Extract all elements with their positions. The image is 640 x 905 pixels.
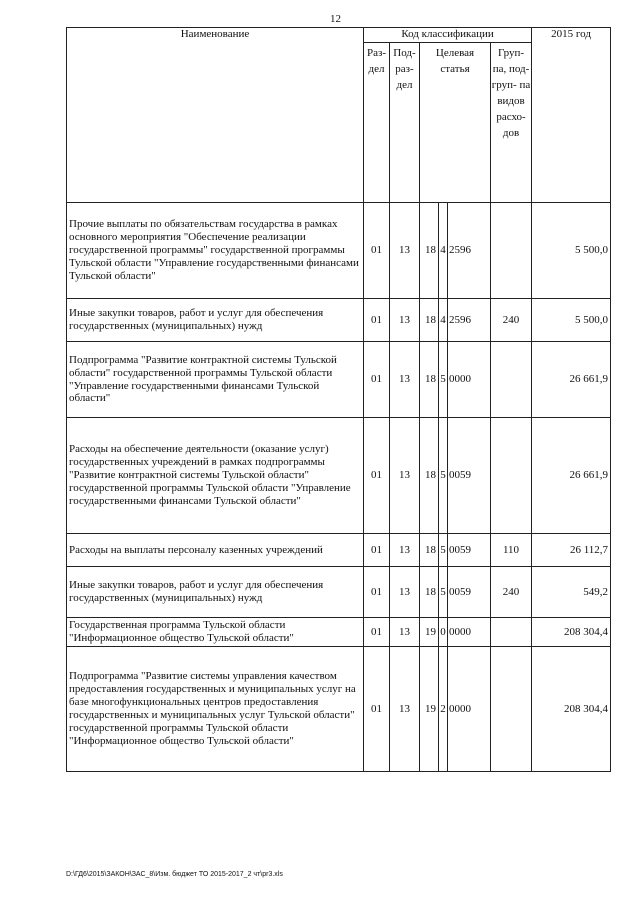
row-razdel: 01 bbox=[364, 534, 390, 567]
row-target-subprogram: 2 bbox=[439, 647, 448, 772]
row-target-subprogram: 5 bbox=[439, 567, 448, 618]
row-target-subprogram: 5 bbox=[439, 418, 448, 534]
row-podrazdel: 13 bbox=[390, 418, 420, 534]
row-target-code: 0059 bbox=[448, 418, 491, 534]
row-target-program: 18 bbox=[420, 299, 439, 342]
row-target-program: 18 bbox=[420, 567, 439, 618]
row-expense-type bbox=[491, 618, 532, 647]
row-target-subprogram: 4 bbox=[439, 203, 448, 299]
row-podrazdel: 13 bbox=[390, 534, 420, 567]
row-razdel: 01 bbox=[364, 418, 390, 534]
row-target-code: 0000 bbox=[448, 618, 491, 647]
row-razdel: 01 bbox=[364, 299, 390, 342]
row-expense-type bbox=[491, 342, 532, 418]
row-target-program: 18 bbox=[420, 534, 439, 567]
row-target-subprogram: 4 bbox=[439, 299, 448, 342]
table-row bbox=[67, 647, 611, 772]
row-amount: 26 661,9 bbox=[532, 418, 611, 534]
row-razdel: 01 bbox=[364, 342, 390, 418]
row-target-code: 0000 bbox=[448, 647, 491, 772]
row-amount: 208 304,4 bbox=[532, 618, 611, 647]
header-code-group: Код классификации bbox=[364, 28, 532, 43]
table-row bbox=[67, 203, 611, 299]
row-target-subprogram: 0 bbox=[439, 618, 448, 647]
row-target-code: 2596 bbox=[448, 299, 491, 342]
row-razdel: 01 bbox=[364, 567, 390, 618]
row-target-program: 18 bbox=[420, 203, 439, 299]
row-amount: 26 661,9 bbox=[532, 342, 611, 418]
row-name: Иные закупки товаров, работ и услуг для обеспечения государственных (муниципальных) нужд bbox=[67, 299, 364, 342]
row-expense-type: 110 bbox=[491, 534, 532, 567]
row-target-code: 2596 bbox=[448, 203, 491, 299]
table-row bbox=[67, 567, 611, 618]
row-podrazdel: 13 bbox=[390, 299, 420, 342]
header-row bbox=[67, 28, 611, 43]
row-name: Расходы на обеспечение деятельности (оказание услуг) государственных учреждений в рамках подпрограммы "Развитие контрактной системы Тульской области" государственной программы Тульской области "Управление государственными финансами Тульской области" bbox=[67, 418, 364, 534]
row-target-subprogram: 5 bbox=[439, 534, 448, 567]
row-target-program: 19 bbox=[420, 647, 439, 772]
row-name: Подпрограмма "Развитие системы управления качеством предоставления государственных и муниципальных услуг на базе многофункциональных центров предоставления государственных и муниципальных услуг Тульской области" государственной программы Тульской области "Информационное общество Тульской области" bbox=[67, 647, 364, 772]
row-amount: 208 304,4 bbox=[532, 647, 611, 772]
row-name: Государственная программа Тульской области "Информационное общество Тульской области" bbox=[67, 618, 364, 647]
table-row bbox=[67, 618, 611, 647]
row-target-program: 18 bbox=[420, 418, 439, 534]
row-amount: 549,2 bbox=[532, 567, 611, 618]
row-target-subprogram: 5 bbox=[439, 342, 448, 418]
row-podrazdel: 13 bbox=[390, 618, 420, 647]
row-target-program: 19 bbox=[420, 618, 439, 647]
row-name: Прочие выплаты по обязательствам государства в рамках основного мероприятия "Обеспечение реализации государственной программы" государственной программы Тульской области "Управление государственными финансами Тульской области" bbox=[67, 203, 364, 299]
header-razdel: Раз- дел bbox=[364, 43, 390, 203]
row-target-code: 0000 bbox=[448, 342, 491, 418]
row-name: Подпрограмма "Развитие контрактной системы Тульской области" государственной программы Тульской области "Управление государственными финансами Тульской области" bbox=[67, 342, 364, 418]
header-name: Наименование bbox=[67, 28, 364, 203]
row-amount: 26 112,7 bbox=[532, 534, 611, 567]
row-podrazdel: 13 bbox=[390, 647, 420, 772]
row-expense-type: 240 bbox=[491, 567, 532, 618]
file-path-footer: D:\ГД6\2015\ЗАКОН\ЗАС_8\Изм. бюджет ТО 2015-2017_2 чт\pr3.xls bbox=[66, 871, 283, 878]
row-target-program: 18 bbox=[420, 342, 439, 418]
row-razdel: 01 bbox=[364, 203, 390, 299]
budget-table bbox=[66, 27, 611, 772]
row-name: Иные закупки товаров, работ и услуг для обеспечения государственных (муниципальных) нужд bbox=[67, 567, 364, 618]
row-amount: 5 500,0 bbox=[532, 203, 611, 299]
row-podrazdel: 13 bbox=[390, 203, 420, 299]
row-razdel: 01 bbox=[364, 618, 390, 647]
row-target-code: 0059 bbox=[448, 534, 491, 567]
table-row bbox=[67, 342, 611, 418]
header-celevaya: Целевая статья bbox=[420, 43, 491, 203]
row-razdel: 01 bbox=[364, 647, 390, 772]
table-row bbox=[67, 299, 611, 342]
table-row bbox=[67, 534, 611, 567]
row-name: Расходы на выплаты персоналу казенных учреждений bbox=[67, 534, 364, 567]
row-expense-type: 240 bbox=[491, 299, 532, 342]
page-number: 12 bbox=[330, 13, 341, 25]
header-vid: Груп- па, под- груп- па видов расхо- дов bbox=[491, 43, 532, 203]
header-year: 2015 год bbox=[532, 28, 611, 203]
row-expense-type bbox=[491, 203, 532, 299]
row-expense-type bbox=[491, 418, 532, 534]
row-amount: 5 500,0 bbox=[532, 299, 611, 342]
header-podrazdel: Под- раз- дел bbox=[390, 43, 420, 203]
row-expense-type bbox=[491, 647, 532, 772]
row-podrazdel: 13 bbox=[390, 567, 420, 618]
row-podrazdel: 13 bbox=[390, 342, 420, 418]
row-target-code: 0059 bbox=[448, 567, 491, 618]
table-row bbox=[67, 418, 611, 534]
